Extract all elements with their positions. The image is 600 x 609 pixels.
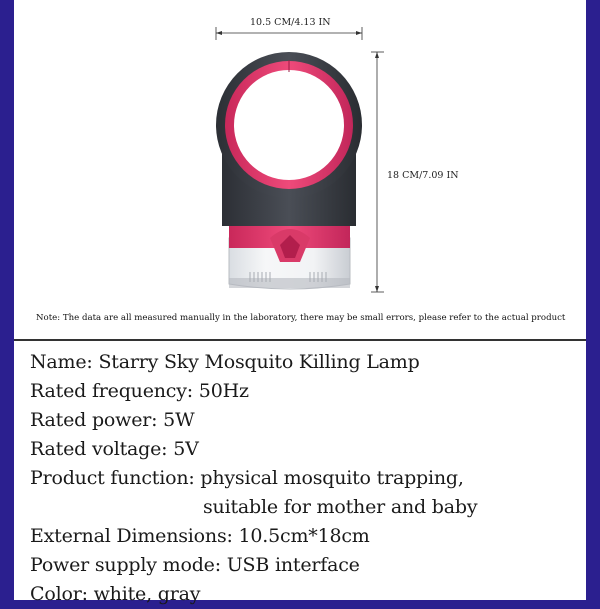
spec-color: Color: white, gray: [30, 583, 201, 605]
height-label: 18 CM/7.09 IN: [387, 170, 459, 181]
spec-rated-frequency: Rated frequency: 50Hz: [30, 380, 249, 402]
width-label: 10.5 CM/4.13 IN: [250, 17, 331, 28]
width-dimension-line: [216, 27, 362, 40]
spec-rated-voltage: Rated voltage: 5V: [30, 438, 199, 460]
lamp-image: [216, 52, 362, 289]
spec-external-dimensions: External Dimensions: 10.5cm*18cm: [30, 525, 370, 547]
spec-rated-power: Rated power: 5W: [30, 409, 195, 431]
divider: [14, 339, 586, 341]
spec-power-supply: Power supply mode: USB interface: [30, 554, 360, 576]
spec-product-function: Product function: physical mosquito trapping,: [30, 467, 464, 489]
spec-list: [30, 348, 580, 609]
measurement-note: Note: The data are all measured manually in the laboratory, there may be small errors, please refer to the actual product: [36, 313, 566, 323]
spec-name: Name: Starry Sky Mosquito Killing Lamp: [30, 351, 420, 373]
height-dimension-line: [371, 52, 384, 292]
spec-product-function-cont: suitable for mother and baby: [203, 496, 478, 518]
